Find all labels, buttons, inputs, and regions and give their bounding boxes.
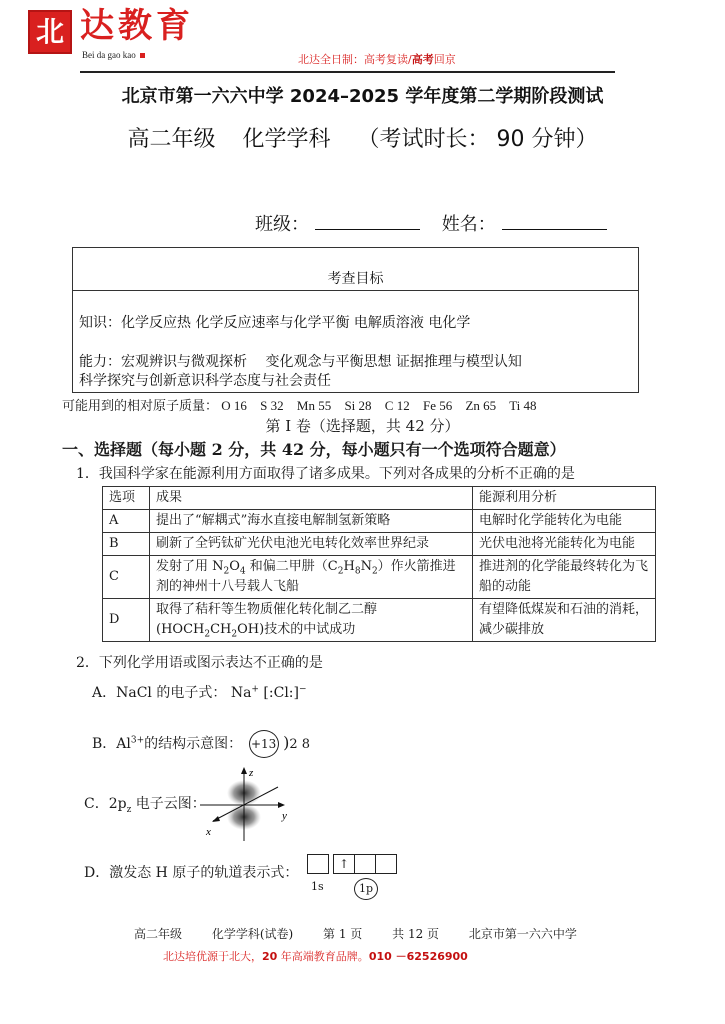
brand-pinyin — [82, 50, 145, 61]
text-run: 发射了用 N — [156, 559, 224, 574]
ion-charge: 3+ — [130, 735, 145, 746]
x-arrow-icon — [212, 816, 220, 822]
option-b-label: B．Al — [92, 736, 131, 752]
atomic-masses-label: 可能用到的相对原子质量： — [62, 398, 219, 413]
table-row — [103, 510, 656, 533]
text-run: 和偏二甲肼（C — [245, 559, 338, 574]
part-title: 第 I 卷（选择题，共 42 分） — [265, 417, 460, 435]
text-run: O — [229, 559, 240, 574]
nucleus-circle: +13 — [249, 730, 279, 758]
header-divider — [80, 71, 615, 73]
question-2-option-d: D．激发态 H 原子的轨道表示式： — [84, 865, 299, 881]
pz-electron-cloud-diagram — [198, 765, 294, 843]
slogan-suffix: 回京 — [433, 53, 456, 66]
atomic-mass-item: Ti 48 — [509, 398, 537, 413]
orbital-box-1s — [307, 854, 329, 874]
grade-label: 高二年级 — [127, 127, 216, 152]
advert-prefix: 北达培优源于北大， — [163, 950, 262, 963]
table-cell-analysis: 有望降低煤炭和石油的消耗，减少碳排放 — [473, 599, 656, 642]
shell-arcs-icon: ) — [283, 733, 290, 752]
goals-ability-line1: 能力：宏观辨识与微观探析 变化观念与平衡思想 证据推理与模型认知 — [79, 354, 522, 370]
text-run: ）作火箭推进剂的神州十八号载人飞船 — [156, 559, 456, 594]
exam-goals-box — [72, 247, 639, 393]
footer-subject: 化学学科(试卷) — [211, 927, 294, 941]
table-cell-analysis: 电解时化学能转化为电能 — [473, 510, 656, 533]
footer-advert — [163, 950, 468, 964]
advert-phone: 010 －62526900 — [368, 950, 468, 963]
subscript: 2 — [204, 629, 211, 640]
table-cell-option: C — [103, 556, 150, 599]
goals-heading: 考查目标 — [73, 248, 638, 291]
atomic-mass-item: Fe 56 — [422, 398, 453, 413]
advert-mid: 年高端教育品牌。 — [277, 950, 369, 963]
question-1-table — [102, 486, 656, 642]
table-header-cell: 成果 — [150, 487, 473, 510]
exam-title: 北京市第一六六中学 2024–2025 学年度第二学期阶段测试 — [121, 86, 604, 107]
subscript: 8 — [354, 566, 361, 577]
goals-ability-line2: 科学探究与创新意识科学态度与社会责任 — [79, 373, 331, 389]
cation-charge: + — [251, 684, 259, 695]
orbital-label-1s: 1s — [311, 880, 324, 893]
class-input-blank[interactable] — [315, 213, 420, 230]
table-header-row — [103, 487, 656, 510]
z-axis-label: z — [249, 767, 254, 779]
anion-charge: − — [298, 684, 307, 695]
slogan-prefix: 北达全日制：高考复读/ — [298, 53, 412, 66]
text-run: N — [360, 559, 372, 574]
table-cell-option: B — [103, 533, 150, 556]
option-c-label: C．2p — [84, 796, 127, 812]
z-arrow-icon — [241, 767, 247, 774]
atomic-mass-item: C 12 — [384, 398, 410, 413]
option-c-label-suffix: 电子云图： — [131, 796, 206, 812]
x-axis-label: x — [206, 826, 211, 838]
square-bullet-icon — [140, 53, 145, 58]
atomic-mass-item: O 16 — [221, 398, 247, 413]
chloride-electron-dot: [:Cl:] — [263, 685, 299, 701]
text-run: CH — [210, 622, 232, 637]
subscript: 2 — [337, 566, 344, 577]
orbital-box-1p: ↑ — [333, 854, 355, 874]
table-cell-option: D — [103, 599, 150, 642]
question-2-option-b — [92, 729, 310, 759]
footer-school: 北京市第一六六中学 — [468, 927, 577, 941]
orbital-box-1p — [355, 854, 376, 874]
atomic-mass-item: Mn 55 — [296, 398, 332, 413]
orbital-box-1p — [376, 854, 397, 874]
brand-pinyin-text: Bei da gao kao — [82, 50, 136, 60]
y-arrow-icon — [278, 802, 285, 808]
page-footer — [134, 927, 603, 942]
option-b-label-suffix: 的结构示意图： — [144, 736, 243, 752]
table-cell-result: 刷新了全钙钛矿光伏电池光电转化效率世界纪录 — [150, 533, 473, 556]
text-run: 取得了秸秆等生物质催化转化制乙二醇 — [156, 602, 378, 617]
atomic-mass-item: Si 28 — [344, 398, 372, 413]
nacl-cation: Na — [230, 685, 252, 701]
subscript: 2 — [223, 566, 230, 577]
brand-logo-mark: 北 — [28, 10, 72, 54]
question-2-stem: 2．下列化学用语或图示表达不正确的是 — [76, 655, 323, 671]
orbital-label-1p: 1p — [354, 878, 378, 900]
option-a-label: A．NaCl 的电子式： — [92, 685, 227, 701]
subject-label: 化学学科 — [242, 127, 331, 152]
header-slogan — [298, 53, 456, 67]
table-cell-option: A — [103, 510, 150, 533]
class-label: 班级： — [255, 214, 309, 235]
name-label: 姓名： — [441, 214, 496, 235]
text-run: (HOCH — [156, 622, 205, 637]
slogan-bold: 高考 — [411, 53, 434, 66]
text-run: H — [343, 559, 355, 574]
student-info-fields — [255, 213, 623, 236]
table-row — [103, 533, 656, 556]
y-axis-label: y — [282, 810, 287, 822]
atomic-masses — [62, 398, 547, 414]
name-input-blank[interactable] — [502, 213, 607, 230]
duration-label: （考试时长： 90 分钟） — [357, 127, 598, 152]
text-run: OH)技术的中试成功 — [237, 622, 356, 637]
table-cell-analysis: 光伏电池将光能转化为电能 — [473, 533, 656, 556]
table-row — [103, 599, 656, 642]
table-header-cell: 选项 — [103, 487, 150, 510]
orbital-subscript: z — [126, 804, 132, 815]
table-header-cell: 能源利用分析 — [473, 487, 656, 510]
atomic-mass-item: S 32 — [260, 398, 284, 413]
subscript: 4 — [239, 566, 246, 577]
advert-years: 20 — [262, 950, 278, 963]
footer-grade: 高二年级 — [134, 927, 183, 941]
question-2-option-c — [84, 795, 206, 813]
orbital-diagram — [307, 854, 397, 874]
exam-subtitle — [0, 126, 725, 154]
table-cell-result: 提出了“解耦式”海水直接电解制氢新策略 — [150, 510, 473, 533]
footer-page-total: 共 12 页 — [392, 927, 440, 941]
table-cell-result — [150, 599, 473, 642]
question-1-stem: 1．我国科学家在能源利用方面取得了诸多成果。下列对各成果的分析不正确的是 — [76, 466, 575, 482]
electron-shells: 2 8 — [289, 737, 311, 752]
table-row — [103, 556, 656, 599]
atomic-mass-item: Zn 65 — [465, 398, 497, 413]
section-title: 一、选择题（每小题 2 分，共 42 分，每小题只有一个选项符合题意） — [62, 440, 566, 459]
subscript: 2 — [371, 566, 378, 577]
subscript: 2 — [231, 629, 238, 640]
goals-knowledge: 知识：化学反应热 化学反应速率与化学平衡 电解质溶液 电化学 — [79, 315, 471, 331]
footer-page-number: 第 1 页 — [323, 927, 363, 941]
table-cell-result — [150, 556, 473, 599]
brand-logo-text: 达教育 — [80, 6, 194, 46]
question-2-option-a — [92, 684, 307, 702]
table-cell-analysis: 推进剂的化学能最终转化为飞船的动能 — [473, 556, 656, 599]
